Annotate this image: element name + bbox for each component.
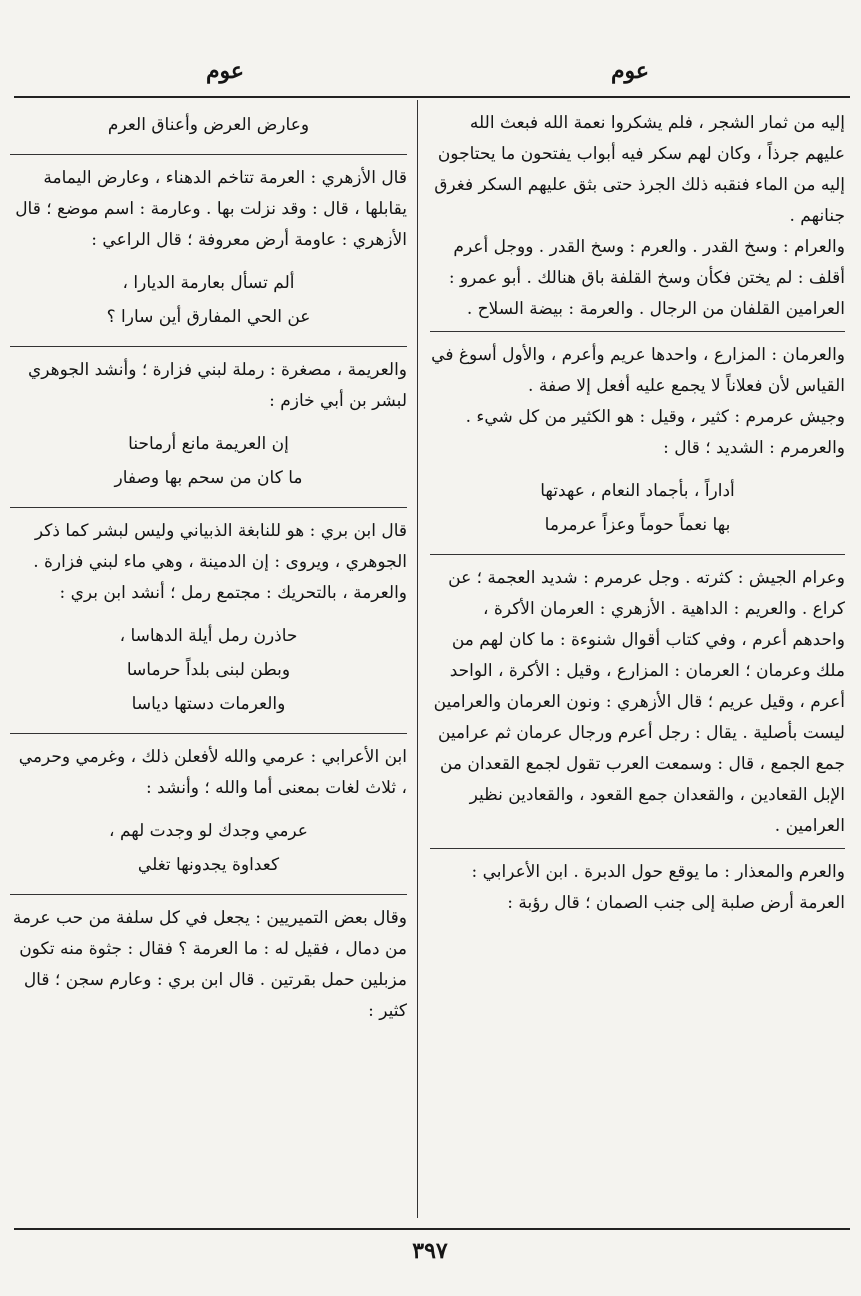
paragraph-rule [10,733,407,734]
paragraph-rule [10,154,407,155]
verse-line: كعداوة يجدونها تغلي [137,855,280,875]
verse-line: عرمي وجدك لو وجدت لهم ، [109,821,308,841]
entry-paragraph: وقال بعض التميريين : يجعل في كل سلفة من حب عرمة من دمال ، فقيل له : ما العرمة ؟ فقال : جثوة منه تكون مزبلين حمل بقرتين . قال ابن بري : وعارم سجن ؛ قال كثير : [12,908,407,1021]
verse-line: والعرمات دستها دياسا [131,694,286,714]
verse-line: وبطن لبنى بلداً حرماسا [126,660,291,680]
verse-block [10,108,407,142]
entry-paragraph: إليه من ثمار الشجر ، فلم يشكروا نعمة الله فبعث الله عليهم جرذاً ، وكان لهم سكر فيه أبواب يفتحون ما يحتاجون إليه من الماء فنقبه ذلك الجرذ حتى بثق عليهم السكر فغرق جنانهم . [434,113,845,226]
verse-block [10,814,407,882]
verse-line: بها نعماً حوماً وعزاً عرمرما [544,515,731,535]
verse-line: أداراً ، بأجماد النعام ، عهدتها [540,481,735,501]
entry-paragraph: وعرام الجيش : كثرته . وجل عرمرم : شديد العجمة ؛ عن كراع . والعريم : الداهية . الأزهري : العرمان الأكرة ، واحدهم أعرم ، وفي كتاب أقوال شنوءة : ما كان لهم من ملك وعرمان ؛ العرمان : المزارع ، وقيل : الأكرة ، الواحد أعرم ، وقيل عريم ؛ قال الأزهري : ونون العرمان والعرامين ليست بأصلية . يقال : رجل أعرم ورجال عرمان ثم عرامين جمع الجمع ، قال : وسمعت العرب تقول لجمع القعدان من الإبل القعادين ، والقعدان جمع القعود ، والقعادين نظير العرامين . [433,568,845,836]
paragraph-rule [430,848,845,849]
entry-paragraph: والعريمة ، مصغرة : رملة لبني فزارة ؛ وأنشد الجوهري لبشر بن أبي خازم : [27,360,407,411]
verse-line: حاذرن رمل أيلة الدهاسا ، [119,626,298,646]
bottom-rule [14,1228,850,1230]
paragraph-rule [430,331,845,332]
entry-paragraph: والعرمان : المزارع ، واحدها عريم وأعرم ، والأول أسوغ في القياس لأن فعلاناً لا يجمع عليه أفعل إلا صفة . [431,345,845,396]
verse-line: ألم تسأل بعارمة الديارا ، [122,273,295,293]
right-column [430,108,845,919]
entry-paragraph: قال ابن بري : هو للنابغة الذبياني وليس لبشر كما ذكر الجوهري ، ويروى : إن الدمينة ، وهي ماء لبني فزارة . والعرمة ، بالتحريك : مجتمع رمل ؛ أنشد ابن بري : [33,521,407,603]
verse-block [10,619,407,721]
running-head-left: عوم [205,58,245,84]
paragraph-rule [430,554,845,555]
verse-block [10,266,407,334]
entry-paragraph: وجيش عرمرم : كثير ، وقيل : هو الكثير من كل شيء . والعرمرم : الشديد ؛ قال : [465,407,845,458]
running-head-right: عوم [610,58,650,84]
page-number: ٣٩٧ [412,1238,448,1264]
verse-line: وعارض العرض وأعناق العرم [107,115,310,135]
verse-line: إن العريمة مانع أرماحنا [128,434,289,454]
paragraph-rule [10,507,407,508]
verse-line: عن الحي المفارق أين سارا ؟ [106,307,311,327]
verse-line: ما كان من سحم بها وصفار [114,468,303,488]
entry-paragraph: والعرام : وسخ القدر . والعرم : وسخ القدر . ووجل أعرم أقلف : لم يختن فكأن وسخ القلفة باق هنالك . أبو عمرو : العرامين القلفان من الرجال . والعرمة : بيضة السلاح . [448,237,845,319]
column-divider [417,100,418,1218]
paragraph-rule [10,346,407,347]
verse-block [430,474,845,542]
entry-paragraph: ابن الأعرابي : عرمي والله لأفعلن ذلك ، وغرمي وحرمي ، ثلاث لغات بمعنى أما والله ؛ وأنشد : [18,747,407,798]
left-column [10,108,407,1027]
entry-paragraph: قال الأزهري : العرمة تتاخم الدهناء ، وعارض اليمامة يقابلها ، قال : وقد نزلت بها . وعارمة : اسم موضع ؛ قال الأزهري : عاومة أرض معروفة ؛ قال الراعي : [15,168,407,250]
paragraph-rule [10,894,407,895]
verse-block [10,427,407,495]
top-rule [14,96,850,98]
entry-paragraph: والعرم والمعذار : ما يوقع حول الدبرة . ابن الأعرابي : العرمة أرض صلبة إلى جنب الصمان ؛ قال رؤبة : [471,862,845,913]
